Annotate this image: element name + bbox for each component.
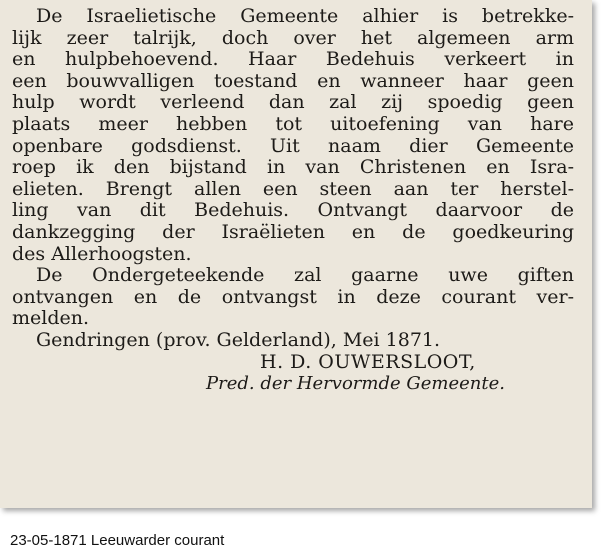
article-line: hulp wordt verleend dan zal zij spoedig geen (12, 91, 574, 114)
article-line: dankzegging der Israëlieten en de goedkeuring (12, 220, 574, 243)
signature-name: H. D. OUWERSLOOT, (260, 350, 476, 373)
article-line: De Israelietische Gemeente alhier is betrekke- (36, 5, 574, 27)
article-line: De Ondergeteekende zal gaarne uwe giften (36, 264, 574, 287)
article-line: en hulpbehoevend. Haar Bedehuis verkeert in (12, 48, 574, 71)
article-line: des Allerhoogsten. (12, 242, 192, 265)
article-line: openbare godsdienst. Uit naam dier Gemeente (12, 134, 574, 157)
image-caption: 23-05-1871 Leeuwarder courant (10, 532, 225, 549)
article-text (12, 6, 574, 395)
article-line: lijk zeer talrijk, doch over het algemeen arm (12, 26, 574, 49)
article-line: een bouwvalligen toestand en wanneer haar geen (12, 69, 574, 92)
article-line: roep ik den bijstand in van Christenen en Isra- (12, 156, 574, 179)
article-line: ling van dit Bedehuis. Ontvangt daarvoor de (12, 199, 574, 222)
article-line: elieten. Brengt allen een steen aan ter herstel- (12, 177, 574, 200)
signature-title: Pred. der Hervormde Gemeente. (206, 373, 505, 395)
article-line: melden. (12, 307, 90, 330)
place-date: Gendringen (prov. Gelderland), Mei 1871. (36, 328, 441, 351)
article-line: ontvangen en de ontvangst in deze courant ver- (12, 285, 574, 308)
article-line: plaats meer hebben tot uitoefening van hare (12, 112, 574, 135)
